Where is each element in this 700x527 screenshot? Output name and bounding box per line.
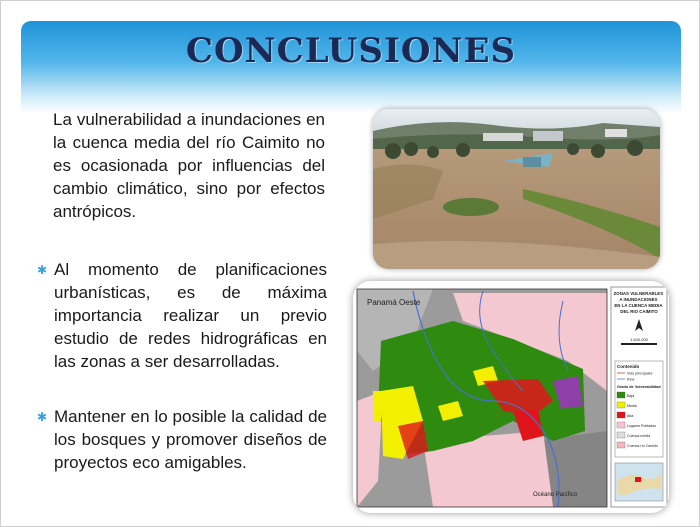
legend-vuln-heading: Grado de Vulnerabilidad [617,385,661,389]
legend-swatch [617,392,625,398]
asterisk-bullet-icon: ✱ [37,263,48,277]
slide-title: CONCLUSIONES [185,31,517,71]
bullet-item-2 [37,258,327,373]
map-title-line-4: DEL RIO CAIMITO [620,309,658,314]
legend-class-label: Baja [627,394,635,398]
flood-photo [373,109,660,269]
bullet-text-2: Al momento de planificaciones urbanísticas, es de máxima importancia realizar un previo estudio de redes hidrográficas en las zonas a ser desarrolladas. [54,260,327,371]
legend-swatch [617,432,625,438]
asterisk-bullet-icon: ✱ [37,410,48,424]
map-title-line-3: EN LA CUENCA MEDIA [614,303,663,308]
legend-swatch [617,402,625,408]
map-label-top: Panamá Oeste [367,298,421,307]
legend-class-label: Cuenca río Caimito [627,444,658,448]
paragraph-1: La vulnerabilidad a inundaciones en la cuenca media del río Caimito no es ocasionada por influencias del cambio climático, sino por efectos antrópicos. [53,110,325,221]
legend-class-label: Cuenca media [627,434,651,438]
map-title-line-1: ZONAS VULNERABLES [613,291,664,296]
legend-class-label: Lugares Poblados [627,424,656,428]
map-label-bottom: Océano Pacífico [533,492,578,498]
map-scale-label: 1:400,000 [630,337,648,342]
legend-line-2: Ríos [627,377,635,382]
bullet-text-3: Mantener en lo posible la calidad de los bosques y promover diseños de proyectos eco amigables. [54,407,327,472]
vulnerability-map [353,281,669,513]
svg-text:ZONAS VULNERABLES A IN [614,291,665,314]
legend-heading: Contenido [617,364,640,369]
legend-swatch [617,422,625,428]
legend-class-label: Media [627,404,637,408]
bullet-item-3 [37,405,327,474]
legend-swatch [617,412,625,418]
map-title-line-2: A INUNDACIONES [619,297,658,302]
legend-swatch [617,442,625,448]
legend-line-1: Vías principales [627,371,653,376]
legend-class-label: Alta [627,414,634,418]
